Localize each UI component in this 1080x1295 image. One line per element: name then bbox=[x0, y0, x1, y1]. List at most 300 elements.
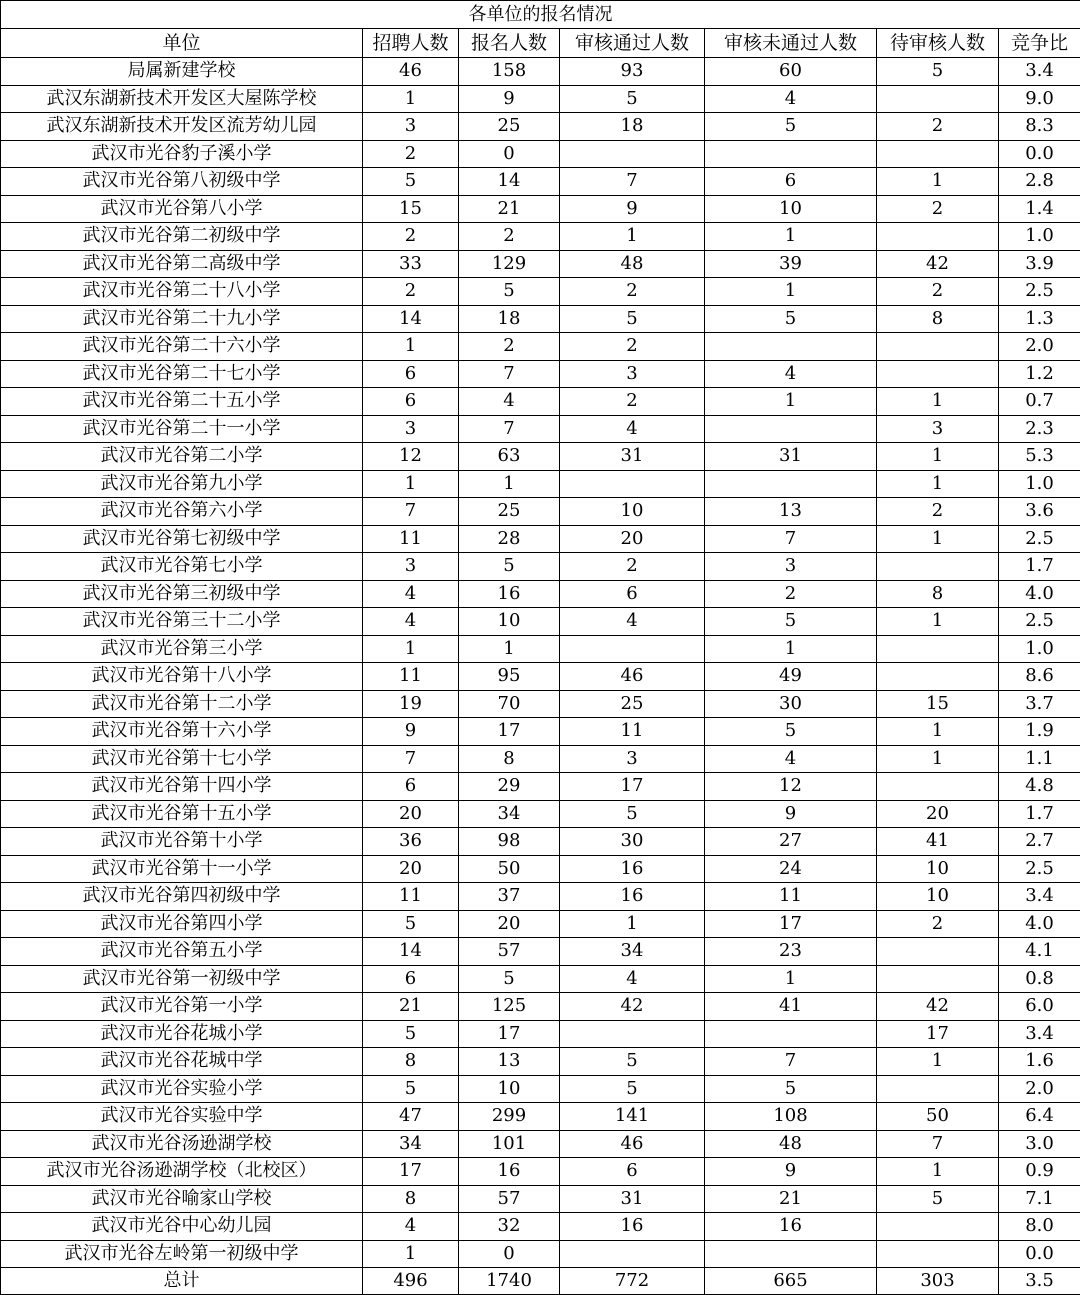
cell-applicant-count: 20 bbox=[459, 910, 560, 938]
table-row bbox=[1, 1240, 1080, 1268]
table-row bbox=[1, 580, 1080, 608]
cell-rejected-count: 49 bbox=[705, 663, 877, 691]
cell-unit-name: 武汉市光谷汤逊湖学校（北校区） bbox=[1, 1158, 363, 1186]
cell-pending-count: 1 bbox=[877, 608, 999, 636]
cell-unit-name: 武汉市光谷第十二小学 bbox=[1, 690, 363, 718]
cell-competition-ratio: 2.5 bbox=[999, 855, 1080, 883]
cell-unit-name: 武汉市光谷第三初级中学 bbox=[1, 580, 363, 608]
cell-applicant-count: 1 bbox=[459, 635, 560, 663]
cell-unit-name: 武汉市光谷豹子溪小学 bbox=[1, 140, 363, 168]
cell-applicant-count: 70 bbox=[459, 690, 560, 718]
header-unit-name: 单位 bbox=[1, 29, 363, 58]
cell-approved-count: 25 bbox=[560, 690, 705, 718]
cell-recruit-count: 11 bbox=[363, 663, 459, 691]
cell-competition-ratio: 2.7 bbox=[999, 828, 1080, 856]
cell-applicant-count: 0 bbox=[459, 1240, 560, 1268]
cell-recruit-count: 14 bbox=[363, 938, 459, 966]
cell-approved-count: 141 bbox=[560, 1103, 705, 1131]
cell-approved-count: 2 bbox=[560, 333, 705, 361]
cell-competition-ratio: 1.0 bbox=[999, 223, 1080, 251]
cell-competition-ratio: 0.0 bbox=[999, 140, 1080, 168]
cell-competition-ratio: 2.0 bbox=[999, 333, 1080, 361]
cell-competition-ratio: 8.0 bbox=[999, 1213, 1080, 1241]
table-row bbox=[1, 855, 1080, 883]
cell-pending-count: 3 bbox=[877, 415, 999, 443]
cell-rejected-count: 12 bbox=[705, 773, 877, 801]
total-pending-count: 303 bbox=[877, 1268, 999, 1295]
cell-unit-name: 武汉市光谷第十六小学 bbox=[1, 718, 363, 746]
cell-pending-count: 1 bbox=[877, 718, 999, 746]
table-row bbox=[1, 1130, 1080, 1158]
cell-applicant-count: 158 bbox=[459, 58, 560, 86]
cell-applicant-count: 17 bbox=[459, 1020, 560, 1048]
cell-pending-count bbox=[877, 85, 999, 113]
cell-recruit-count: 1 bbox=[363, 1240, 459, 1268]
cell-pending-count: 7 bbox=[877, 1130, 999, 1158]
cell-competition-ratio: 2.8 bbox=[999, 168, 1080, 196]
cell-rejected-count: 17 bbox=[705, 910, 877, 938]
header-recruit-count: 招聘人数 bbox=[363, 29, 459, 58]
cell-competition-ratio: 6.0 bbox=[999, 993, 1080, 1021]
header-rejected-count: 审核未通过人数 bbox=[705, 29, 877, 58]
cell-rejected-count: 5 bbox=[705, 1075, 877, 1103]
cell-approved-count: 4 bbox=[560, 965, 705, 993]
cell-recruit-count: 6 bbox=[363, 388, 459, 416]
cell-applicant-count: 29 bbox=[459, 773, 560, 801]
cell-recruit-count: 4 bbox=[363, 580, 459, 608]
table-row bbox=[1, 910, 1080, 938]
cell-recruit-count: 34 bbox=[363, 1130, 459, 1158]
cell-rejected-count: 5 bbox=[705, 718, 877, 746]
cell-unit-name: 武汉市光谷第一初级中学 bbox=[1, 965, 363, 993]
cell-rejected-count: 41 bbox=[705, 993, 877, 1021]
cell-approved-count bbox=[560, 140, 705, 168]
cell-recruit-count: 1 bbox=[363, 635, 459, 663]
cell-unit-name: 武汉市光谷第一小学 bbox=[1, 993, 363, 1021]
cell-pending-count bbox=[877, 333, 999, 361]
table-row bbox=[1, 443, 1080, 471]
table-row bbox=[1, 305, 1080, 333]
table-row bbox=[1, 415, 1080, 443]
cell-unit-name: 武汉市光谷第二十一小学 bbox=[1, 415, 363, 443]
cell-unit-name: 武汉市光谷第七初级中学 bbox=[1, 525, 363, 553]
table-row bbox=[1, 1185, 1080, 1213]
cell-competition-ratio: 3.4 bbox=[999, 1020, 1080, 1048]
cell-recruit-count: 6 bbox=[363, 360, 459, 388]
cell-competition-ratio: 4.1 bbox=[999, 938, 1080, 966]
cell-approved-count: 5 bbox=[560, 85, 705, 113]
cell-recruit-count: 5 bbox=[363, 1020, 459, 1048]
cell-recruit-count: 11 bbox=[363, 883, 459, 911]
cell-rejected-count: 9 bbox=[705, 1158, 877, 1186]
header-row bbox=[1, 29, 1080, 58]
cell-competition-ratio: 3.4 bbox=[999, 883, 1080, 911]
total-row bbox=[1, 1268, 1080, 1295]
cell-approved-count: 42 bbox=[560, 993, 705, 1021]
cell-recruit-count: 21 bbox=[363, 993, 459, 1021]
cell-pending-count: 1 bbox=[877, 168, 999, 196]
table-row bbox=[1, 965, 1080, 993]
table-row bbox=[1, 553, 1080, 581]
cell-competition-ratio: 0.7 bbox=[999, 388, 1080, 416]
table-row bbox=[1, 938, 1080, 966]
cell-approved-count: 48 bbox=[560, 250, 705, 278]
cell-rejected-count: 30 bbox=[705, 690, 877, 718]
cell-recruit-count: 2 bbox=[363, 278, 459, 306]
cell-pending-count: 8 bbox=[877, 580, 999, 608]
table-row bbox=[1, 1103, 1080, 1131]
cell-pending-count: 1 bbox=[877, 388, 999, 416]
cell-rejected-count bbox=[705, 140, 877, 168]
cell-recruit-count: 20 bbox=[363, 855, 459, 883]
cell-approved-count bbox=[560, 1240, 705, 1268]
total-recruit-count: 496 bbox=[363, 1268, 459, 1295]
cell-recruit-count: 36 bbox=[363, 828, 459, 856]
cell-approved-count: 9 bbox=[560, 195, 705, 223]
cell-approved-count: 1 bbox=[560, 223, 705, 251]
cell-recruit-count: 17 bbox=[363, 1158, 459, 1186]
table-row bbox=[1, 635, 1080, 663]
cell-applicant-count: 10 bbox=[459, 608, 560, 636]
table-row bbox=[1, 1048, 1080, 1076]
cell-recruit-count: 2 bbox=[363, 140, 459, 168]
cell-recruit-count: 20 bbox=[363, 800, 459, 828]
cell-applicant-count: 98 bbox=[459, 828, 560, 856]
cell-pending-count: 42 bbox=[877, 993, 999, 1021]
table-body bbox=[1, 58, 1080, 1268]
cell-applicant-count: 63 bbox=[459, 443, 560, 471]
cell-competition-ratio: 1.4 bbox=[999, 195, 1080, 223]
cell-applicant-count: 2 bbox=[459, 223, 560, 251]
table-row bbox=[1, 140, 1080, 168]
table-row bbox=[1, 1213, 1080, 1241]
cell-pending-count: 1 bbox=[877, 1048, 999, 1076]
cell-pending-count: 15 bbox=[877, 690, 999, 718]
cell-approved-count: 11 bbox=[560, 718, 705, 746]
header-pending-count: 待审核人数 bbox=[877, 29, 999, 58]
cell-pending-count: 1 bbox=[877, 525, 999, 553]
cell-recruit-count: 14 bbox=[363, 305, 459, 333]
cell-recruit-count: 15 bbox=[363, 195, 459, 223]
cell-rejected-count: 6 bbox=[705, 168, 877, 196]
cell-rejected-count: 48 bbox=[705, 1130, 877, 1158]
cell-unit-name: 武汉市光谷第十七小学 bbox=[1, 745, 363, 773]
table-row bbox=[1, 470, 1080, 498]
cell-pending-count: 1 bbox=[877, 745, 999, 773]
table-row bbox=[1, 333, 1080, 361]
cell-applicant-count: 28 bbox=[459, 525, 560, 553]
cell-recruit-count: 8 bbox=[363, 1185, 459, 1213]
cell-pending-count bbox=[877, 663, 999, 691]
cell-competition-ratio: 1.6 bbox=[999, 1048, 1080, 1076]
cell-unit-name: 武汉市光谷第二十七小学 bbox=[1, 360, 363, 388]
cell-approved-count: 31 bbox=[560, 443, 705, 471]
cell-approved-count: 46 bbox=[560, 663, 705, 691]
cell-approved-count: 4 bbox=[560, 608, 705, 636]
cell-approved-count: 34 bbox=[560, 938, 705, 966]
cell-rejected-count: 2 bbox=[705, 580, 877, 608]
cell-applicant-count: 16 bbox=[459, 1158, 560, 1186]
cell-pending-count bbox=[877, 635, 999, 663]
cell-pending-count: 42 bbox=[877, 250, 999, 278]
cell-competition-ratio: 1.3 bbox=[999, 305, 1080, 333]
cell-pending-count: 8 bbox=[877, 305, 999, 333]
table-row bbox=[1, 883, 1080, 911]
cell-recruit-count: 33 bbox=[363, 250, 459, 278]
cell-approved-count: 17 bbox=[560, 773, 705, 801]
cell-unit-name: 武汉市光谷实验中学 bbox=[1, 1103, 363, 1131]
cell-unit-name: 武汉市光谷花城中学 bbox=[1, 1048, 363, 1076]
table-row bbox=[1, 113, 1080, 141]
cell-unit-name: 武汉市光谷第十五小学 bbox=[1, 800, 363, 828]
cell-applicant-count: 4 bbox=[459, 388, 560, 416]
cell-competition-ratio: 5.3 bbox=[999, 443, 1080, 471]
cell-rejected-count: 24 bbox=[705, 855, 877, 883]
cell-rejected-count: 16 bbox=[705, 1213, 877, 1241]
cell-unit-name: 武汉市光谷第十小学 bbox=[1, 828, 363, 856]
cell-approved-count bbox=[560, 470, 705, 498]
cell-applicant-count: 14 bbox=[459, 168, 560, 196]
cell-competition-ratio: 6.4 bbox=[999, 1103, 1080, 1131]
cell-applicant-count: 1 bbox=[459, 470, 560, 498]
cell-recruit-count: 6 bbox=[363, 773, 459, 801]
table-row bbox=[1, 58, 1080, 86]
cell-competition-ratio: 1.9 bbox=[999, 718, 1080, 746]
cell-applicant-count: 9 bbox=[459, 85, 560, 113]
cell-competition-ratio: 9.0 bbox=[999, 85, 1080, 113]
cell-applicant-count: 32 bbox=[459, 1213, 560, 1241]
cell-applicant-count: 18 bbox=[459, 305, 560, 333]
header-competition-ratio: 竞争比 bbox=[999, 29, 1080, 58]
table-row bbox=[1, 223, 1080, 251]
table-row bbox=[1, 195, 1080, 223]
cell-competition-ratio: 8.6 bbox=[999, 663, 1080, 691]
table-row bbox=[1, 718, 1080, 746]
cell-unit-name: 武汉市光谷第二十八小学 bbox=[1, 278, 363, 306]
cell-competition-ratio: 7.1 bbox=[999, 1185, 1080, 1213]
cell-approved-count bbox=[560, 635, 705, 663]
cell-approved-count: 4 bbox=[560, 415, 705, 443]
table-row bbox=[1, 828, 1080, 856]
cell-rejected-count bbox=[705, 470, 877, 498]
cell-recruit-count: 3 bbox=[363, 415, 459, 443]
cell-recruit-count: 12 bbox=[363, 443, 459, 471]
cell-applicant-count: 7 bbox=[459, 360, 560, 388]
cell-recruit-count: 19 bbox=[363, 690, 459, 718]
cell-approved-count: 1 bbox=[560, 910, 705, 938]
total-unit-name: 总计 bbox=[1, 1268, 363, 1295]
cell-recruit-count: 2 bbox=[363, 223, 459, 251]
cell-applicant-count: 21 bbox=[459, 195, 560, 223]
cell-pending-count bbox=[877, 360, 999, 388]
cell-competition-ratio: 2.5 bbox=[999, 525, 1080, 553]
cell-recruit-count: 7 bbox=[363, 745, 459, 773]
cell-unit-name: 武汉市光谷实验小学 bbox=[1, 1075, 363, 1103]
table-row bbox=[1, 388, 1080, 416]
cell-pending-count: 1 bbox=[877, 470, 999, 498]
cell-pending-count bbox=[877, 553, 999, 581]
cell-unit-name: 武汉市光谷第八初级中学 bbox=[1, 168, 363, 196]
cell-pending-count: 41 bbox=[877, 828, 999, 856]
cell-approved-count: 6 bbox=[560, 580, 705, 608]
cell-rejected-count bbox=[705, 415, 877, 443]
cell-rejected-count: 4 bbox=[705, 745, 877, 773]
total-approved-count: 772 bbox=[560, 1268, 705, 1295]
cell-pending-count bbox=[877, 1240, 999, 1268]
cell-applicant-count: 5 bbox=[459, 553, 560, 581]
cell-recruit-count: 1 bbox=[363, 333, 459, 361]
cell-approved-count: 16 bbox=[560, 855, 705, 883]
table-row bbox=[1, 993, 1080, 1021]
cell-competition-ratio: 4.0 bbox=[999, 580, 1080, 608]
table-row bbox=[1, 690, 1080, 718]
cell-unit-name: 武汉市光谷第三小学 bbox=[1, 635, 363, 663]
cell-approved-count: 6 bbox=[560, 1158, 705, 1186]
cell-recruit-count: 6 bbox=[363, 965, 459, 993]
cell-competition-ratio: 2.5 bbox=[999, 608, 1080, 636]
cell-rejected-count bbox=[705, 1020, 877, 1048]
cell-competition-ratio: 1.0 bbox=[999, 635, 1080, 663]
cell-pending-count: 2 bbox=[877, 498, 999, 526]
cell-pending-count: 10 bbox=[877, 855, 999, 883]
table-row bbox=[1, 663, 1080, 691]
cell-rejected-count: 1 bbox=[705, 635, 877, 663]
cell-pending-count bbox=[877, 938, 999, 966]
cell-approved-count: 16 bbox=[560, 1213, 705, 1241]
cell-unit-name: 武汉市光谷第二十五小学 bbox=[1, 388, 363, 416]
cell-pending-count: 2 bbox=[877, 195, 999, 223]
cell-applicant-count: 2 bbox=[459, 333, 560, 361]
cell-unit-name: 武汉市光谷第四小学 bbox=[1, 910, 363, 938]
cell-unit-name: 武汉市光谷第二初级中学 bbox=[1, 223, 363, 251]
cell-competition-ratio: 8.3 bbox=[999, 113, 1080, 141]
cell-unit-name: 武汉市光谷汤逊湖学校 bbox=[1, 1130, 363, 1158]
cell-applicant-count: 5 bbox=[459, 965, 560, 993]
cell-competition-ratio: 2.5 bbox=[999, 278, 1080, 306]
cell-approved-count: 3 bbox=[560, 360, 705, 388]
cell-unit-name: 武汉市光谷第五小学 bbox=[1, 938, 363, 966]
cell-applicant-count: 25 bbox=[459, 498, 560, 526]
cell-applicant-count: 16 bbox=[459, 580, 560, 608]
table-row bbox=[1, 168, 1080, 196]
table-row bbox=[1, 1020, 1080, 1048]
cell-competition-ratio: 3.6 bbox=[999, 498, 1080, 526]
cell-applicant-count: 5 bbox=[459, 278, 560, 306]
cell-pending-count: 5 bbox=[877, 58, 999, 86]
total-competition-ratio: 3.5 bbox=[999, 1268, 1080, 1295]
cell-unit-name: 武汉市光谷第十一小学 bbox=[1, 855, 363, 883]
cell-rejected-count: 13 bbox=[705, 498, 877, 526]
cell-competition-ratio: 1.7 bbox=[999, 553, 1080, 581]
title-row bbox=[1, 1, 1080, 29]
cell-rejected-count: 11 bbox=[705, 883, 877, 911]
cell-unit-name: 武汉市光谷第九小学 bbox=[1, 470, 363, 498]
cell-rejected-count: 3 bbox=[705, 553, 877, 581]
cell-unit-name: 武汉市光谷第二十九小学 bbox=[1, 305, 363, 333]
cell-unit-name: 武汉市光谷花城小学 bbox=[1, 1020, 363, 1048]
cell-unit-name: 武汉东湖新技术开发区流芳幼儿园 bbox=[1, 113, 363, 141]
cell-unit-name: 武汉市光谷第十八小学 bbox=[1, 663, 363, 691]
cell-pending-count: 1 bbox=[877, 1158, 999, 1186]
cell-approved-count: 5 bbox=[560, 1075, 705, 1103]
cell-competition-ratio: 1.0 bbox=[999, 470, 1080, 498]
cell-recruit-count: 8 bbox=[363, 1048, 459, 1076]
cell-unit-name: 武汉市光谷中心幼儿园 bbox=[1, 1213, 363, 1241]
cell-unit-name: 武汉市光谷喻家山学校 bbox=[1, 1185, 363, 1213]
cell-approved-count: 16 bbox=[560, 883, 705, 911]
cell-competition-ratio: 2.0 bbox=[999, 1075, 1080, 1103]
cell-pending-count: 10 bbox=[877, 883, 999, 911]
cell-competition-ratio: 3.9 bbox=[999, 250, 1080, 278]
cell-approved-count: 7 bbox=[560, 168, 705, 196]
cell-pending-count: 5 bbox=[877, 1185, 999, 1213]
cell-unit-name: 武汉市光谷第三十二小学 bbox=[1, 608, 363, 636]
table-row bbox=[1, 360, 1080, 388]
cell-rejected-count: 39 bbox=[705, 250, 877, 278]
cell-pending-count: 2 bbox=[877, 278, 999, 306]
cell-rejected-count: 10 bbox=[705, 195, 877, 223]
cell-rejected-count: 1 bbox=[705, 278, 877, 306]
total-rejected-count: 665 bbox=[705, 1268, 877, 1295]
cell-approved-count: 31 bbox=[560, 1185, 705, 1213]
cell-rejected-count: 1 bbox=[705, 965, 877, 993]
cell-recruit-count: 1 bbox=[363, 85, 459, 113]
cell-pending-count bbox=[877, 223, 999, 251]
total-applicant-count: 1740 bbox=[459, 1268, 560, 1295]
cell-competition-ratio: 3.4 bbox=[999, 58, 1080, 86]
cell-approved-count: 5 bbox=[560, 305, 705, 333]
cell-recruit-count: 3 bbox=[363, 553, 459, 581]
cell-approved-count: 2 bbox=[560, 388, 705, 416]
cell-recruit-count: 5 bbox=[363, 910, 459, 938]
cell-recruit-count: 3 bbox=[363, 113, 459, 141]
cell-rejected-count bbox=[705, 333, 877, 361]
table-row bbox=[1, 85, 1080, 113]
cell-unit-name: 武汉市光谷左岭第一初级中学 bbox=[1, 1240, 363, 1268]
cell-competition-ratio: 1.7 bbox=[999, 800, 1080, 828]
cell-applicant-count: 50 bbox=[459, 855, 560, 883]
header-applicant-count: 报名人数 bbox=[459, 29, 560, 58]
cell-applicant-count: 101 bbox=[459, 1130, 560, 1158]
cell-rejected-count: 7 bbox=[705, 525, 877, 553]
cell-approved-count: 5 bbox=[560, 1048, 705, 1076]
cell-unit-name: 武汉市光谷第十四小学 bbox=[1, 773, 363, 801]
cell-unit-name: 局属新建学校 bbox=[1, 58, 363, 86]
cell-rejected-count: 5 bbox=[705, 608, 877, 636]
cell-rejected-count: 1 bbox=[705, 388, 877, 416]
cell-recruit-count: 4 bbox=[363, 1213, 459, 1241]
cell-competition-ratio: 1.1 bbox=[999, 745, 1080, 773]
cell-competition-ratio: 3.7 bbox=[999, 690, 1080, 718]
cell-recruit-count: 47 bbox=[363, 1103, 459, 1131]
cell-applicant-count: 8 bbox=[459, 745, 560, 773]
cell-recruit-count: 1 bbox=[363, 470, 459, 498]
cell-pending-count: 1 bbox=[877, 443, 999, 471]
cell-competition-ratio: 0.8 bbox=[999, 965, 1080, 993]
table-row bbox=[1, 250, 1080, 278]
cell-unit-name: 武汉市光谷第二高级中学 bbox=[1, 250, 363, 278]
cell-unit-name: 武汉市光谷第二小学 bbox=[1, 443, 363, 471]
cell-rejected-count: 5 bbox=[705, 305, 877, 333]
cell-applicant-count: 25 bbox=[459, 113, 560, 141]
cell-applicant-count: 34 bbox=[459, 800, 560, 828]
cell-applicant-count: 0 bbox=[459, 140, 560, 168]
cell-pending-count: 50 bbox=[877, 1103, 999, 1131]
cell-approved-count: 2 bbox=[560, 278, 705, 306]
cell-approved-count: 5 bbox=[560, 800, 705, 828]
cell-applicant-count: 17 bbox=[459, 718, 560, 746]
cell-approved-count: 10 bbox=[560, 498, 705, 526]
